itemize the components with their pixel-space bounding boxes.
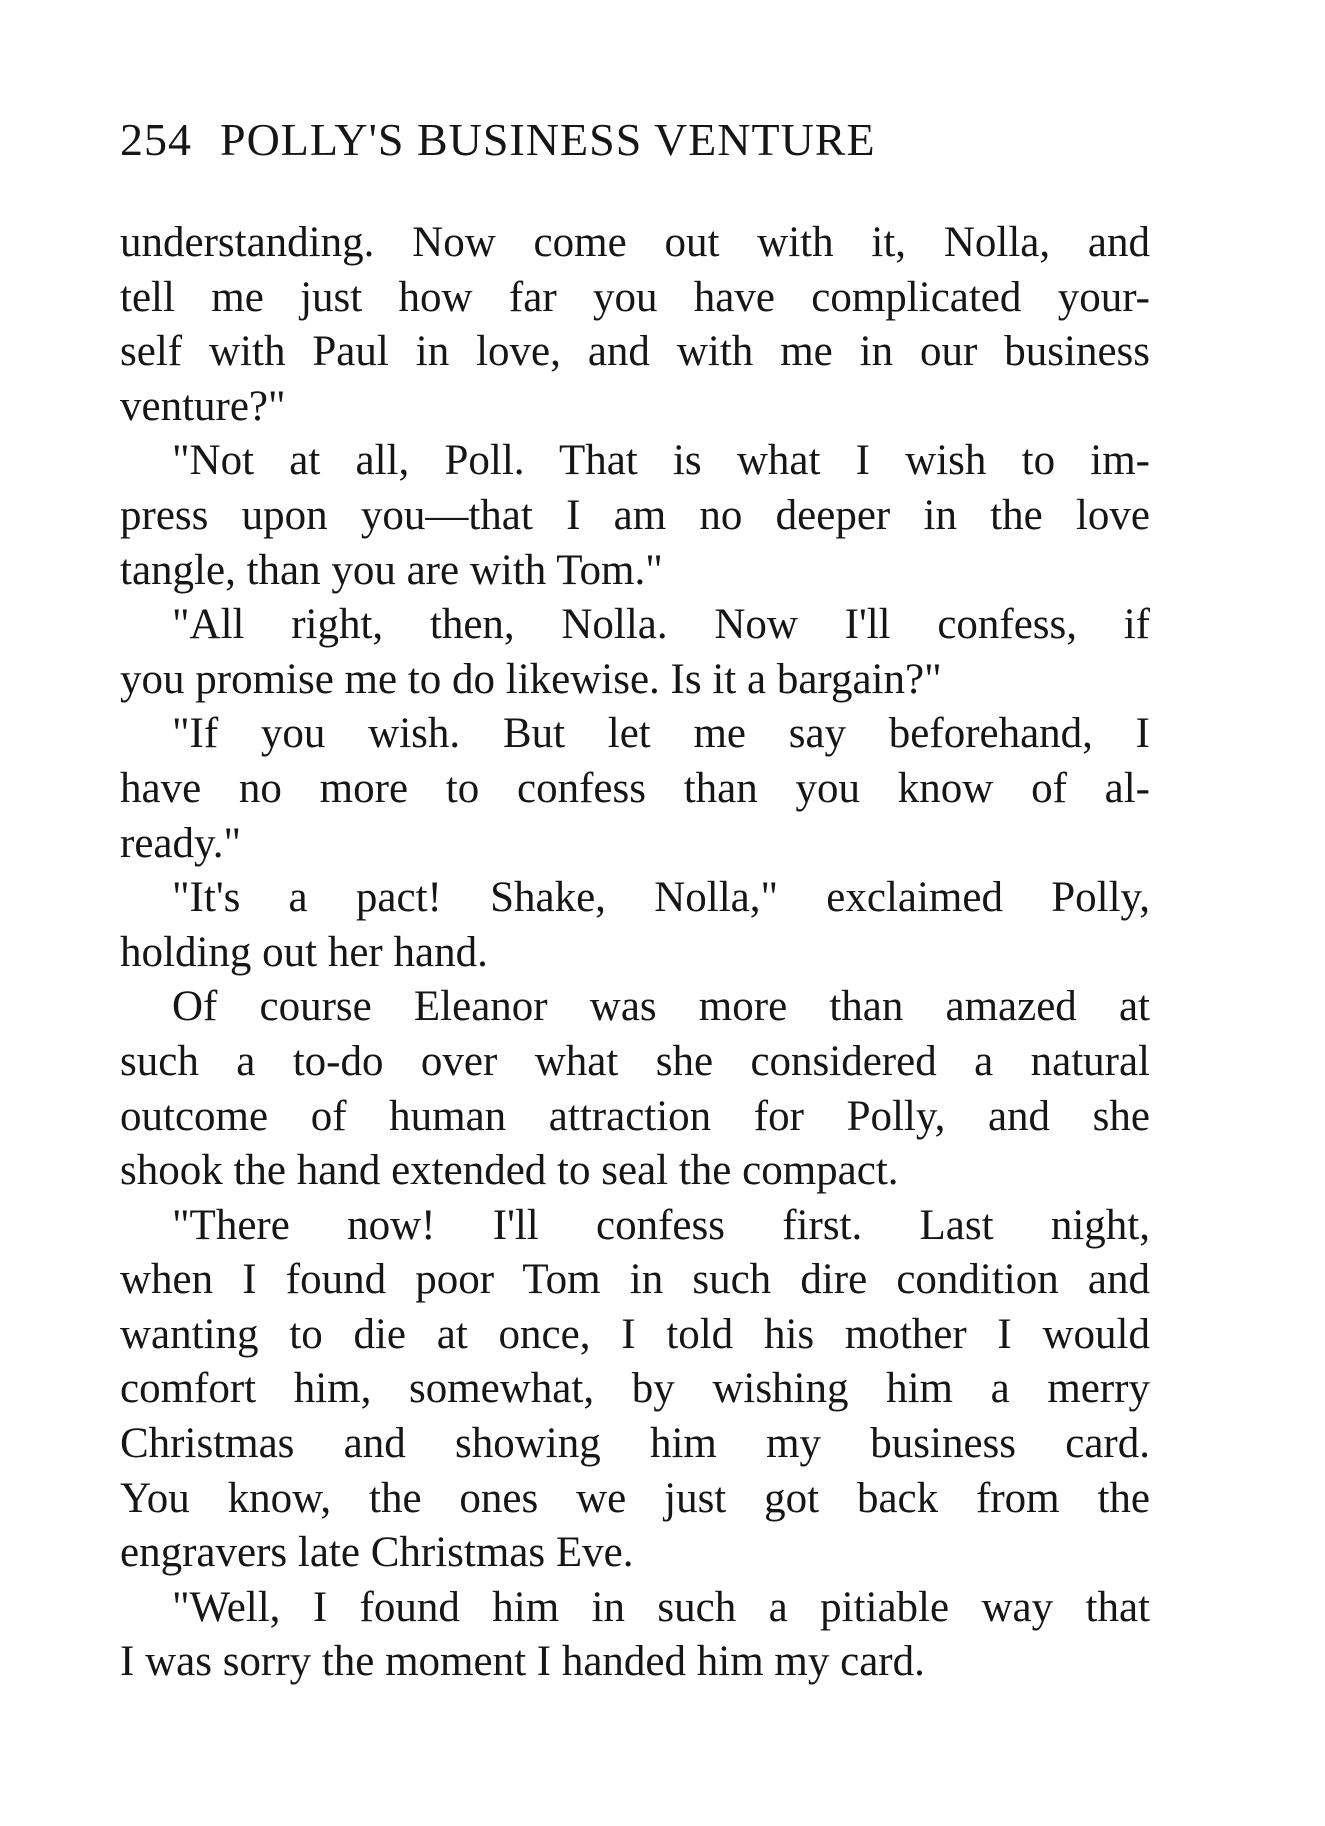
running-head [120,110,1020,170]
text-line: Of course Eleanor was more than amazed at [172,983,1150,1031]
text-line: Christmas and showing him my business card. [120,1420,1150,1468]
text-line: "All right, then, Nolla. Now I'll confess, if [172,601,1150,649]
body-text [120,216,1150,1690]
text-line: "There now! I'll confess first. Last night, [172,1201,1150,1249]
text-line: you promise me to do likewise. Is it a bargain?" [120,655,942,703]
text-line: wanting to die at once, I told his mother I would [120,1310,1150,1358]
text-line: ready." [120,819,242,867]
text-line: "Well, I found him in such a pitiable way that [172,1583,1150,1631]
text-line: shook the hand extended to seal the compact. [120,1147,899,1195]
text-line: venture?" [120,382,286,430]
page-number: 254 [120,114,192,165]
text-line: engravers late Christmas Eve. [120,1529,634,1577]
text-line: comfort him, somewhat, by wishing him a merry [120,1365,1150,1413]
text-line: understanding. Now come out with it, Nolla, and [120,219,1150,266]
text-line: tangle, than you are with Tom." [120,546,663,594]
text-line: "If you wish. But let me say beforehand, I [172,710,1150,758]
text-line: when I found poor Tom in such dire condition and [120,1256,1150,1304]
text-line: "It's a pact! Shake, Nolla," exclaimed Polly, [172,874,1150,922]
text-line: outcome of human attraction for Polly, and she [120,1092,1150,1140]
text-line: holding out her hand. [120,928,488,976]
text-line: I was sorry the moment I handed him my card. [120,1638,925,1686]
text-line: You know, the ones we just got back from the [120,1474,1150,1522]
text-line: "Not at all, Poll. That is what I wish to im- [172,437,1150,485]
text-line: self with Paul in love, and with me in our business [120,328,1150,376]
text-line: tell me just how far you have complicated your- [120,273,1150,321]
text-line: press upon you—that I am no deeper in the love [120,491,1150,539]
running-title: POLLY'S BUSINESS VENTURE [220,114,876,165]
text-line: such a to-do over what she considered a natural [120,1037,1150,1085]
text-line: have no more to confess than you know of al- [120,764,1150,812]
